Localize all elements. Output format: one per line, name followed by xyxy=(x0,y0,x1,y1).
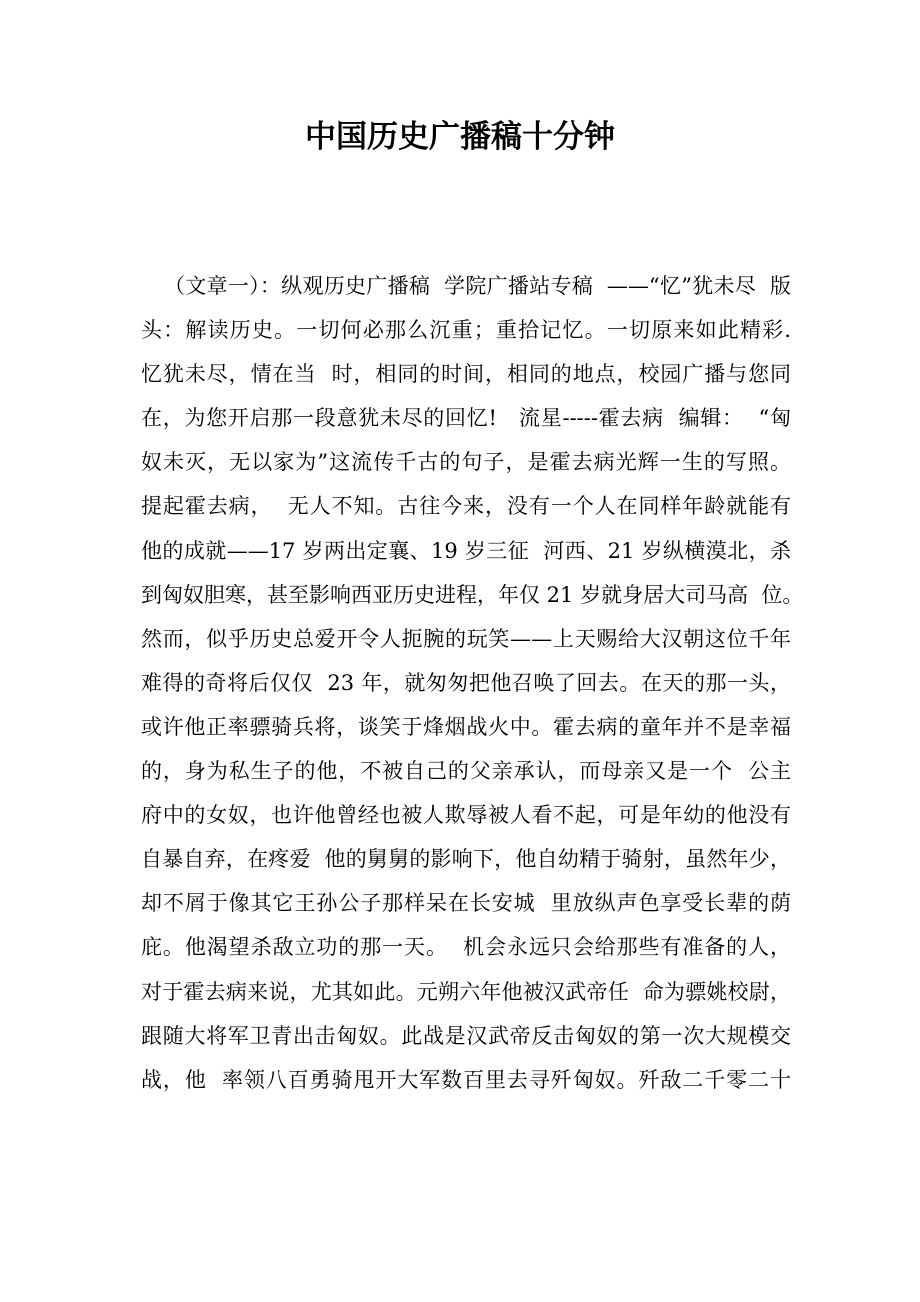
body-line: 到匈奴胆寒，甚至影响西亚历史进程，年仅 21 岁就身居大司马高 位。 xyxy=(141,582,804,607)
body-line: 的，身为私生子的他，不被自己的父亲承认，而母亲又是一个 公主 xyxy=(141,759,791,784)
body-line: 奴未灭，无以家为”这流传千古的句子，是霍去病光辉一生的写照。 xyxy=(141,450,791,475)
body-line: 难得的奇将后仅仅 23 年，就匆匆把他召唤了回去。在天的那一头， xyxy=(141,670,791,695)
body-line: 忆犹未尽，情在当 时，相同的时间，相同的地点，校园广播与您同 xyxy=(141,362,791,387)
body-line: 对于霍去病来说，尤其如此。元朔六年他被汉武帝任 命为骠姚校尉， xyxy=(141,979,791,1004)
body-line: 却不屑于像其它王孙公子那样呆在长安城 里放纵声色享受长辈的荫 xyxy=(141,891,791,916)
body-line: 头：解读历史。一切何必那么沉重；重拾记忆。一切原来如此精彩. xyxy=(141,318,791,343)
body-line: 然而，似乎历史总爱开令人扼腕的玩笑——上天赐给大汉朝这位千年 xyxy=(141,626,791,651)
body-line: 庇。他渴望杀敌立功的那一天。 机会永远只会给那些有准备的人， xyxy=(141,935,791,960)
body-line: 在，为您开启那一段意犹未尽的回忆! 流星-----霍去病 编辑： “匈 xyxy=(141,406,791,431)
body-line: 他的成就——17 岁两出定襄、19 岁三征 河西、21 岁纵横漠北，杀 xyxy=(141,538,791,563)
document-title: 中国历史广播稿十分钟 xyxy=(305,119,615,155)
body-line: 提起霍去病， 无人不知。古往今来，没有一个人在同样年龄就能有 xyxy=(141,494,791,519)
body-line: 或许他正率骠骑兵将，谈笑于烽烟战火中。霍去病的童年并不是幸福 xyxy=(141,714,791,739)
body-line: 府中的女奴，也许他曾经也被人欺辱被人看不起，可是年幼的他没有 xyxy=(141,803,791,828)
article-body xyxy=(141,264,804,1102)
body-line: 战，他 率领八百勇骑甩开大军数百里去寻歼匈奴。歼敌二千零二十 xyxy=(141,1067,791,1092)
body-line: 自暴自弃，在疼爱 他的舅舅的影响下，他自幼精于骑射，虽然年少， xyxy=(141,847,791,872)
body-line: （文章一）：纵观历史广播稿 学院广播站专稿 ——“忆”犹未尽 版 xyxy=(164,274,791,298)
body-line: 跟随大将军卫青出击匈奴。此战是汉武帝反击匈奴的第一次大规模交 xyxy=(141,1023,791,1048)
